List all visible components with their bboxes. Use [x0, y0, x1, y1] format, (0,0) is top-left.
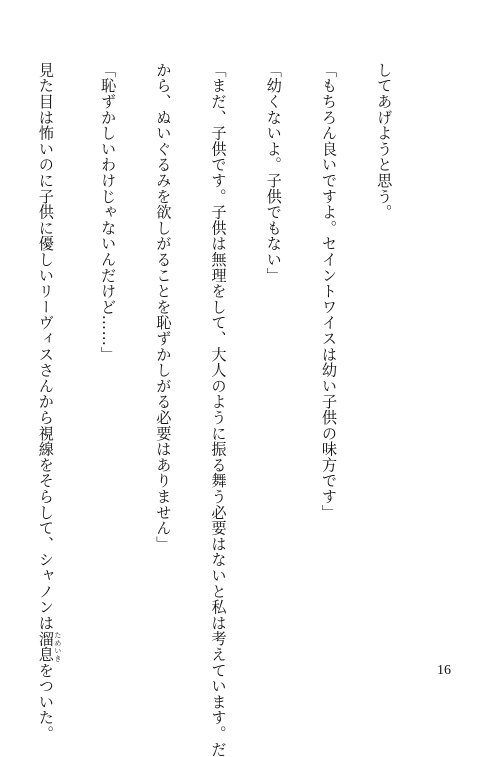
vertical-text-body [36, 62, 430, 757]
text-line: 「もちろん良いですよ。セイントワイスは幼い子供の味方です」 [319, 62, 338, 521]
text-segment: 見た目は怖いのに子供に優しいリーヴィスさんから視線をそらして、シャノンは [36, 62, 55, 631]
page-number: 16 [437, 663, 451, 678]
text-line-with-ruby [36, 62, 62, 742]
ruby-base: 溜息 [36, 630, 55, 663]
text-line: から、ぬいぐるみを欲しがることを恥ずかしがる必要はありません」 [154, 62, 173, 552]
text-line: 「幼くないよ。子供でもない」 [264, 62, 283, 284]
text-line: 「まだ、子供です。子供は無理をして、大人のように振る舞う必要はないと私は考えています。だ [209, 62, 228, 757]
ruby-word [36, 630, 62, 663]
text-segment: をついた。 [36, 662, 55, 742]
text-line: してあげようと思う。 [375, 62, 394, 220]
text-line: 「恥ずかしいわけじゃないんだけど……」 [99, 62, 118, 363]
ruby-reading: ためいき [53, 630, 62, 663]
